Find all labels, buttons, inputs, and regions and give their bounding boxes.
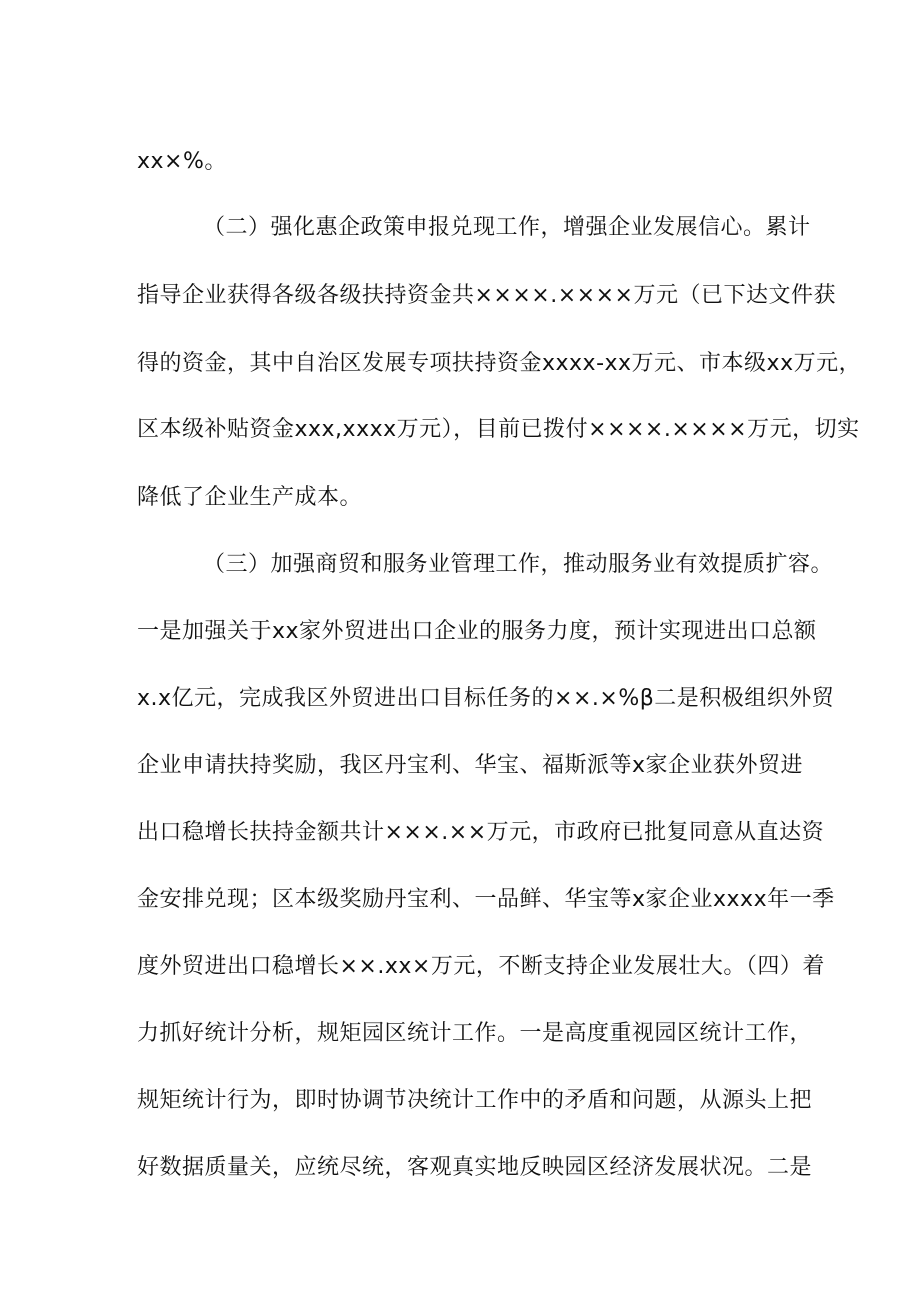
text-line: 度外贸进出口稳增长××.xx×万元，不断支持企业发展壮大。（四）着	[137, 954, 825, 979]
text-line: 得的资金，其中自治区发展专项扶持资金xxxx-xx万元、市本级xx万元，	[137, 351, 862, 376]
text-line: xx×%。	[137, 149, 227, 174]
text-line: 力抓好统计分析，规矩园区统计工作。一是高度重视园区统计工作，	[137, 1021, 813, 1046]
text-line: 指导企业获得各级各级扶持资金共××××.××××万元（已下达文件获	[137, 283, 836, 308]
text-line: 一是加强关于xx家外贸进出口企业的服务力度，预计实现进出口总额	[137, 619, 817, 644]
text-line: （三）加强商贸和服务业管理工作，推动服务业有效提质扩容。	[203, 552, 834, 577]
text-line: 区本级补贴资金xxx,xxxx万元），目前已拨付××××.××××万元，切实	[137, 417, 860, 442]
text-line: 规矩统计行为，即时协调节决统计工作中的矛盾和问题，从源头上把	[137, 1088, 813, 1113]
text-line: 出口稳增长扶持金额共计×××.××万元，市政府已批复同意从直达资	[137, 820, 825, 845]
text-line: （二）强化惠企政策申报兑现工作，增强企业发展信心。累计	[203, 215, 811, 240]
text-line: 金安排兑现；区本级奖励丹宝利、一品鲜、华宝等x家企业xxxx年一季	[137, 887, 835, 912]
text-line: 企业申请扶持奖励，我区丹宝利、华宝、福斯派等x家企业获外贸进	[137, 753, 804, 778]
text-line: x.x亿元，完成我区外贸进出口目标任务的××.×%β二是积极组织外贸	[137, 686, 835, 711]
text-line: 降低了企业生产成本。	[137, 485, 363, 510]
text-line: 好数据质量关，应统尽统，客观真实地反映园区经济发展状况。二是	[137, 1155, 813, 1180]
